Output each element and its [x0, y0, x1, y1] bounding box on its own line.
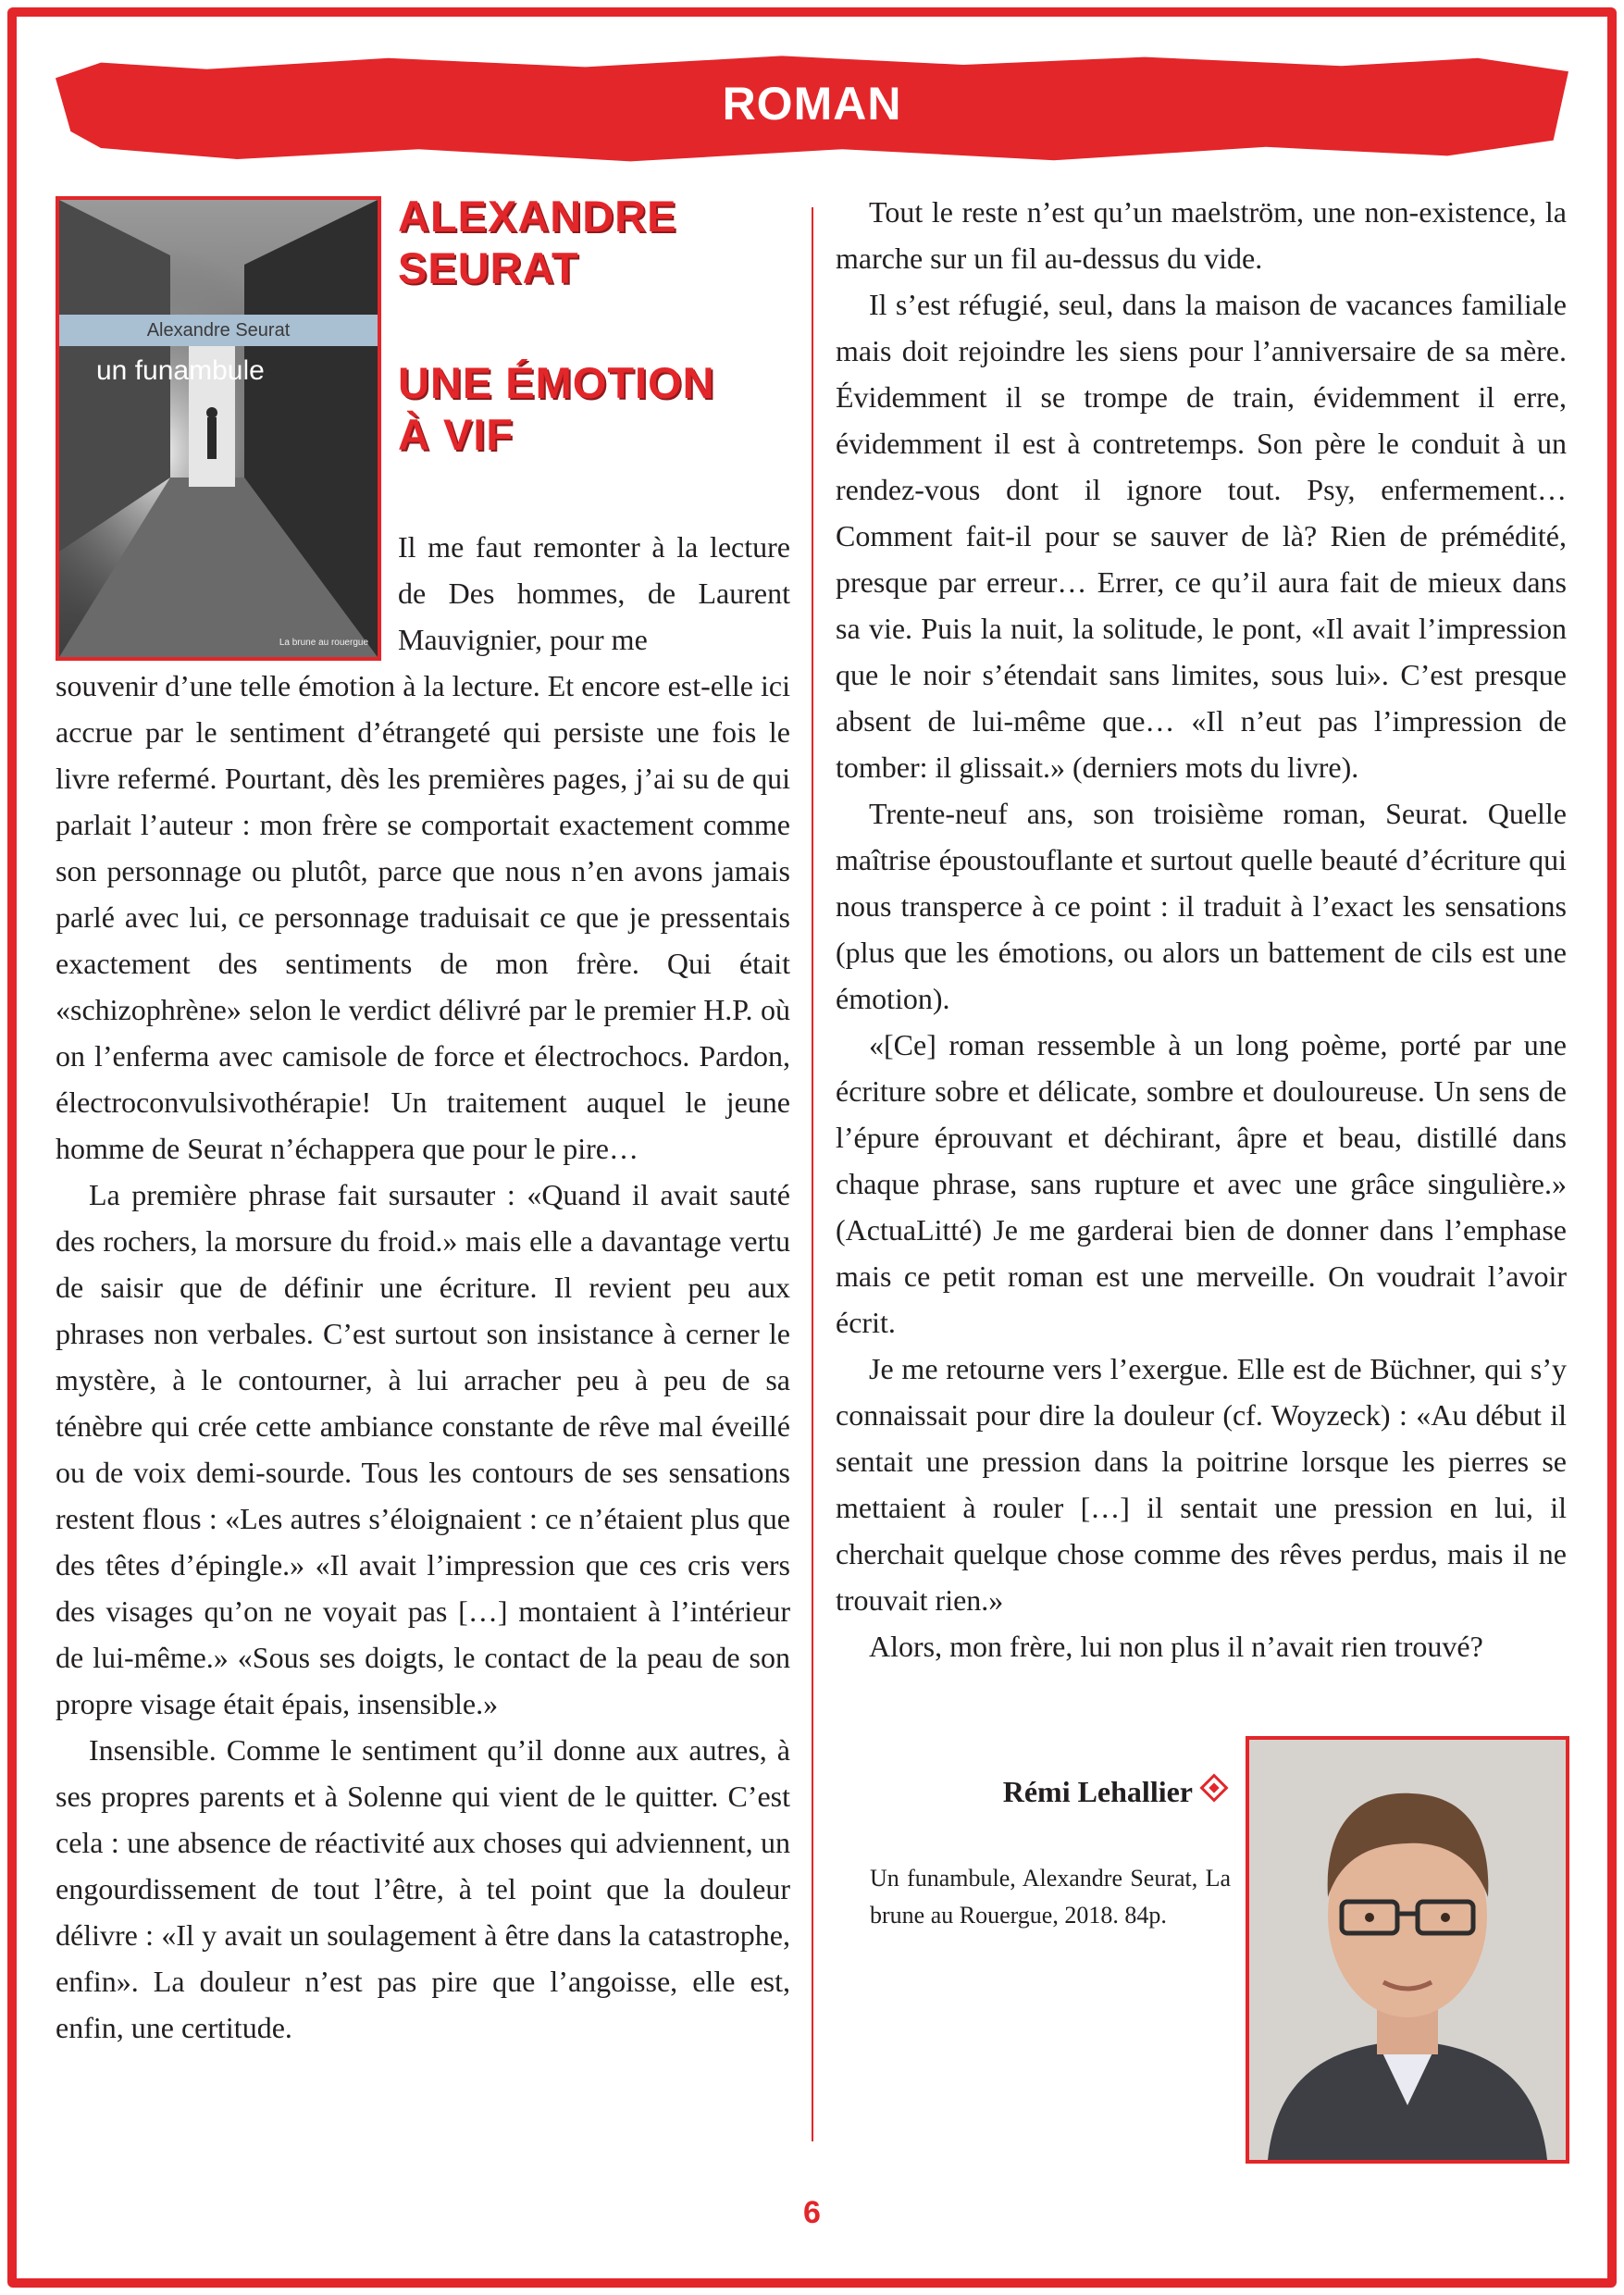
section-title: ROMAN: [722, 78, 902, 130]
left-column: [56, 663, 790, 2051]
book-cover-image: [56, 196, 381, 661]
author-photo: [1246, 1736, 1569, 2164]
article-signature: [836, 1773, 1224, 1810]
right-paragraph-2: Il s’est réfugié, seul, dans la maison de vacances familiale mais doit rejoindre les siens pour l’anniversaire de sa mère. Évidemment il se trompe de train, évidemment il erre, évidemment il est à contretemps. Son père le conduit à un rendez-vous dont il ignore tout. Psy, enfermement… Comment fait-il pour se sauver de là? Rien de prémédité, presque par erreur… Errer, ce qu’il aura fait de mieux dans sa vie. Puis la nuit, la solitude, le pont, «Il avait l’impression que le noir s’étendait sans limites, sous lui». C’est presque absent de lui-même que… «Il n’eut pas l’impression de tomber: il glissait.» (derniers mots du livre).: [836, 288, 1567, 784]
cover-title: un funambule: [96, 355, 265, 386]
article-author-heading: ALEXANDRE SEURAT: [398, 192, 677, 292]
article-subtitle-heading: UNE ÉMOTION À VIF: [398, 358, 715, 459]
right-column: [836, 189, 1567, 1669]
column-divider: [812, 207, 813, 2141]
intro-paragraph: Il me faut remonter à la lecture de Des hommes, de Laurent Mauvignier, pour me: [398, 530, 790, 656]
cover-photo: [59, 200, 378, 657]
right-paragraph-3: Trente-neuf ans, son troisième roman, Seurat. Quelle maîtrise époustouflante et surtout quelle beauté d’écriture qui nous transperce à ce point : il traduit à l’exact les sensations (plus que les émotions, ou alors un battement de cils est une émotion).: [836, 797, 1567, 1015]
author-portrait: [1249, 1740, 1566, 2160]
book-reference: Un funambule, Alexandre Seurat, La brune au Rouergue, 2018. 84p.: [870, 1865, 1231, 1929]
left-paragraph-3: Insensible. Comme le sentiment qu’il donne aux autres, à ses propres parents et à Solenne qui vient de le quitter. C’est cela : une absence de réactivité aux choses qui adviennent, un engourdissement de tout l’être, à tel point que la douleur délivre : «Il y avait un soulagement à être dans la catastrophe, enfin». La douleur n’est pas pire que l’angoisse, elle est, enfin, une certitude.: [56, 1733, 790, 2044]
left-paragraph-2: La première phrase fait sursauter : «Quand il avait sauté des rochers, la morsure du froid.» mais elle a davantage vertu de saisir que de définir une écriture. Il revient peu aux phrases non verbales. C’est surtout son insistance à cerner le mystère, à le contourner, à lui arracher peu à peu de sa ténèbre qui crée cette ambiance constante de rêve mal éveillé ou de voix demi-sourde. Tous les contours de ses sensations restent flous : «Les autres s’éloignaient : ce n’étaient plus que des têtes d’épingle.» «Il avait l’impression que ces cris vers des visages qu’on ne voyait pas […] montaient à l’intérieur de lui-même.» «Sous ses doigts, le contact de la peau de son propre visage était épais, insensible.»: [56, 1178, 790, 1720]
cover-author: Alexandre Seurat: [59, 315, 378, 346]
left-paragraph-1: souvenir d’une telle émotion à la lecture. Et encore est-elle ici accrue par le sentiment d’étrangeté qui persiste une fois le livre refermé. Pourtant, dès les premières pages, j’ai su de qui parlait l’auteur : mon frère se comportait exactement comme son personnage ou plutôt, parce que nous n’en avons jamais parlé avec lui, ce personnage traduisait ce que je pressentais exactement des sentiments de mon frère. Qui était «schizophrène» selon le verdict délivré par le premier H.P. où on l’enferma avec camisole de force et électrochocs. Pardon, électroconvulsivothérapie! Un traitement auquel le jeune homme de Seurat n’échappera que pour le pire…: [56, 669, 790, 1165]
right-paragraph-4: «[Ce] roman ressemble à un long poème, porté par une écriture sobre et délicate, sombre et douloureuse. Un sens de l’épure éprouvant et déchirant, âpre et beau, distillé dans chaque phrase, sans rupture et avec une grâce singulière.» (ActuaLitté) Je me garderai bien de donner dans l’emphase mais ce petit roman est une merveille. On voudrait l’avoir écrit.: [836, 1028, 1567, 1339]
right-paragraph-6: Alors, mon frère, lui non plus il n’avait rien trouvé?: [869, 1630, 1483, 1663]
intro-text: [398, 524, 790, 663]
page-number: 6: [803, 2195, 821, 2230]
signature-name: Rémi Lehallier: [1002, 1775, 1193, 1808]
cover-publisher: La brune au rouergue: [279, 638, 368, 648]
right-paragraph-5: Je me retourne vers l’exergue. Elle est de Büchner, qui s’y connaissait pour dire la douleur (cf. Woyzeck) : «Au début il sentait une pression dans la poitrine lorsque les pierres se mettaient à rouler […] il sentait une pression en lui, il cherchait quelque chose comme des rêves perdus, mais il ne trouvait rien.»: [836, 1352, 1567, 1617]
diamond-icon: [1199, 1773, 1228, 1802]
right-paragraph-1: Tout le reste n’est qu’un maelström, une non-existence, la marche sur un fil au-dessus du vide.: [836, 195, 1567, 275]
